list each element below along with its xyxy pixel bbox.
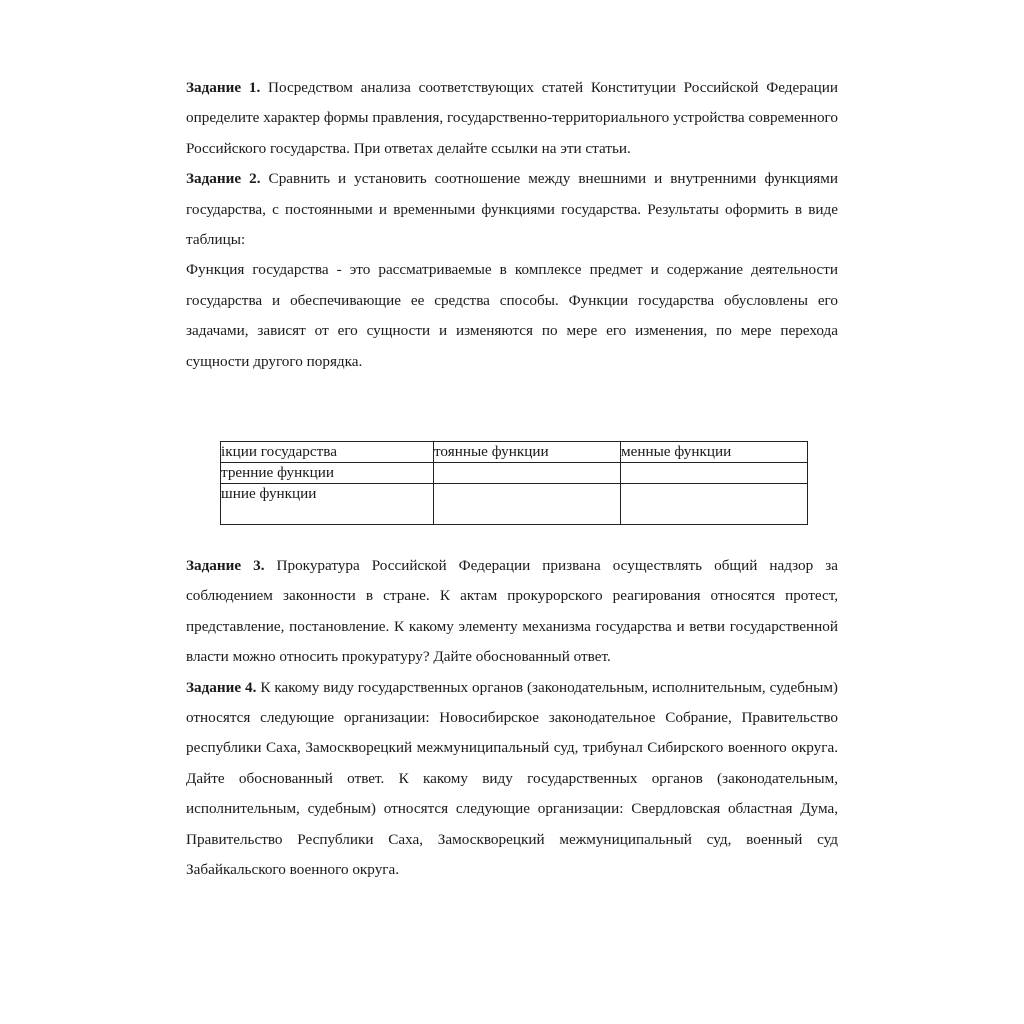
row-internal-functions: тренние функции — [221, 464, 335, 481]
row-external-functions: шние функции — [221, 485, 317, 502]
table-header-cell — [434, 442, 621, 463]
table-row — [221, 463, 808, 484]
task-2-label: Задание 2. — [186, 170, 261, 188]
task-2-text: Сравнить и установить соотношение между внешними и внутренними функциями государства, с постоянными и временными функциями государства. Результаты оформить в виде таблицы: — [186, 170, 838, 249]
table-header-cell — [221, 442, 434, 463]
table-row — [221, 484, 808, 525]
task-4-paragraph — [186, 673, 838, 886]
document-page-top — [186, 73, 838, 377]
table-header-row — [221, 442, 808, 463]
table-cell — [434, 484, 621, 525]
task-1-label: Задание 1. — [186, 79, 261, 96]
task-3-text: Прокуратура Российской Федерации призвана осуществлять общий надзор за соблюдением законности в стране. К актам прокурорского реагирования относятся протест, представление, постановление. К какому элементу механизма государства и ветви государственной власти можно относить прокуратуру? Дайте обоснованный ответ. — [186, 557, 838, 666]
document-page-bottom — [186, 551, 838, 885]
header-permanent-functions: тоянные функции — [434, 443, 549, 460]
table-cell — [621, 463, 808, 484]
function-definition-paragraph: Функция государства - это рассматриваемые в комплексе предмет и содержание деятельности государства и обеспечивающие ее средства способы. Функции государства обусловлены его задачами, зависят от его сущности и изменяются по мере его изменения, по мере перехода сущности другого порядка. — [186, 261, 838, 370]
table-cell — [221, 463, 434, 484]
header-temporary-functions: менные функции — [621, 443, 732, 460]
task-4-text: К какому виду государственных органов (законодательным, исполнительным, судебным) относятся следующие организации: Новосибирское законодательное Собрание, Правительство республики Саха, Замоскворецкий межмуниципальный суд, трибунал Сибирского военного округа. Дайте обоснованный ответ. К какому виду государственных органов (законодательным, исполнительным, судебным) относятся следующие организации: Свердловская областная Дума, Правительство Республики Саха, Замоскворецкий межмуниципальный суд, военный суд Забайкальского военного округа. — [186, 678, 838, 879]
task-3-paragraph — [186, 551, 838, 673]
task-1-text: Посредством анализа соответствующих статей Конституции Российской Федерации определите характер формы правления, государственно-территориального устройства современного Российского государства. При ответах делайте ссылки на эти статьи. — [186, 79, 838, 157]
table-cell — [221, 484, 434, 525]
functions-table-wrapper — [220, 441, 808, 525]
task-3-label: Задание 3. — [186, 557, 265, 574]
functions-table — [220, 441, 808, 525]
table-header-cell — [621, 442, 808, 463]
table-cell — [434, 463, 621, 484]
task-4-label: Задание 4. — [186, 678, 257, 696]
table-cell — [621, 484, 808, 525]
task-2-paragraph — [186, 164, 838, 255]
task-1-paragraph — [186, 73, 838, 164]
header-functions-of-state: ікции государства — [221, 443, 337, 460]
